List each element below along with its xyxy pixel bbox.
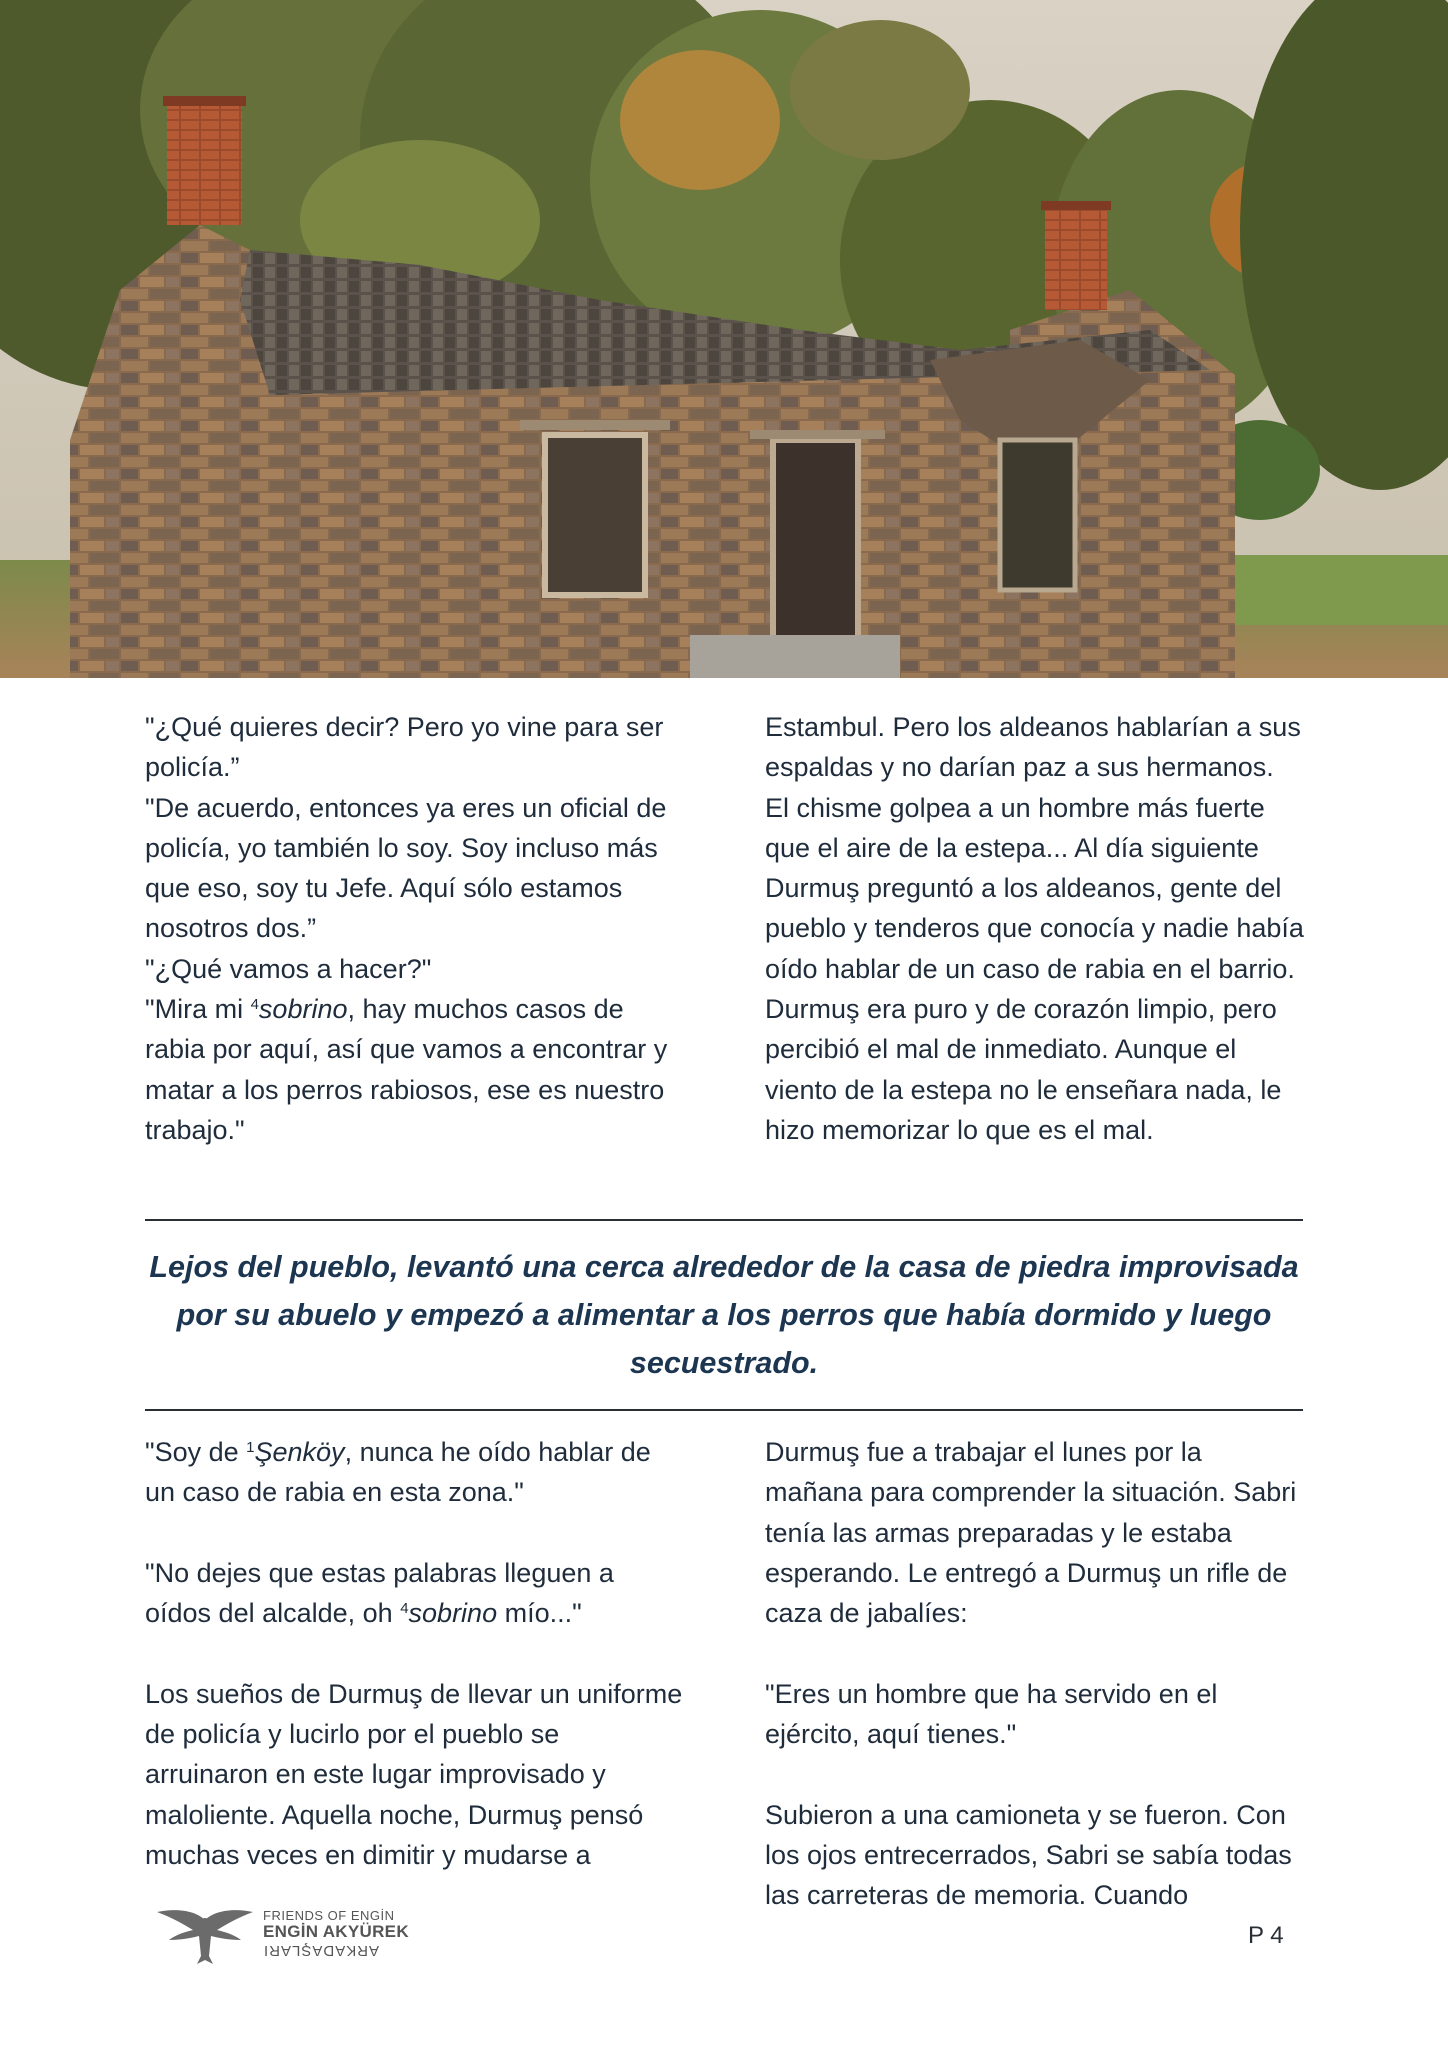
footnote-ref: 4 xyxy=(400,1600,409,1618)
story-column-left-bottom xyxy=(145,1432,685,1875)
pull-quote: Lejos del pueblo, levantó una cerca alrededor de la casa de piedra improvisada por su abuelo y empezó a alimentar a los perros que había dormido y luego secuestrado. xyxy=(149,1250,1299,1380)
logo-text xyxy=(263,1908,409,1959)
stone-cottage-image xyxy=(0,0,1448,678)
page-number: P 4 xyxy=(1248,1922,1284,1949)
divider-top xyxy=(145,1219,1303,1221)
dialogue-paragraph: "¿Qué quieres decir? Pero yo vine para ser policía.” xyxy=(145,712,664,783)
paragraph-gap xyxy=(145,1513,685,1553)
narrative-paragraph: Estambul. Pero los aldeanos hablarían a sus espaldas y no darían paz a sus hermanos. El chisme golpea a un hombre más fuerte que el aire de la estepa... Al día siguiente Durmuş preguntó a los aldeanos, gente del pueblo y tenderos que conocía y nadie había oído hablar de un caso de rabia en el barrio. Durmuş era puro y de corazón limpio, pero percibió el mal de inmediato. Aunque el viento de la estepa no le enseñara nada, le hizo memorizar lo que es el mal. xyxy=(765,712,1304,1145)
narrative-paragraph: Subieron a una camioneta y se fueron. Con los ojos entrecerrados, Sabri se sabía todas las carreteras de memoria. Cuando xyxy=(765,1799,1292,1911)
dialogue-paragraph: "Eres un hombre que ha servido en el ejército, aquí tienes." xyxy=(765,1678,1218,1750)
footnote-ref: 1 xyxy=(246,1439,255,1456)
paragraph-gap xyxy=(765,1633,1305,1673)
dialogue-paragraph: "De acuerdo, entonces ya eres un oficial de policía, yo también lo soy. Soy incluso más que eso, soy tu Jefe. Aquí sólo estamos nosotros dos.” xyxy=(145,792,667,944)
footnote-ref: 4 xyxy=(250,996,259,1014)
italic-term: Şenköy xyxy=(254,1437,345,1467)
logo-line3: ARKADAŞLARI xyxy=(263,1942,380,1959)
paragraph-gap xyxy=(145,1633,685,1673)
italic-term: sobrino xyxy=(408,1598,498,1629)
text-run: "Mira mi xyxy=(145,994,251,1025)
eagle-icon xyxy=(155,1900,255,1970)
text-run: "Soy de xyxy=(145,1437,247,1467)
dialogue-paragraph xyxy=(145,1553,685,1634)
text-run: "No dejes que estas palabras lleguen a oídos del alcalde, oh xyxy=(145,1557,614,1629)
dialogue-paragraph xyxy=(145,989,685,1150)
story-column-right-bottom xyxy=(765,1432,1305,1916)
dialogue-paragraph xyxy=(145,1432,685,1513)
logo-line2: ENGİN AKYÜREK xyxy=(263,1922,409,1941)
italic-term: sobrino xyxy=(258,994,348,1025)
hero-photo xyxy=(0,0,1448,678)
story-column-left-top xyxy=(145,707,685,1150)
narrative-paragraph: Durmuş fue a trabajar el lunes por la mañana para comprender la situación. Sabri tenía las armas preparadas y le estaba esperando. Le entregó a Durmuş un rifle de caza de jabalíes: xyxy=(765,1437,1297,1629)
text-run: , hay muchos casos de rabia por aquí, así que vamos a encontrar y matar a los perros rabiosos, ese es nuestro trabajo." xyxy=(145,994,668,1145)
text-run: , nunca he oído hablar de un caso de rabia en esta zona." xyxy=(145,1437,651,1508)
friends-of-engin-logo xyxy=(155,1900,435,1970)
logo-line1: FRIENDS OF ENGİN xyxy=(263,1908,395,1923)
narrative-paragraph: Los sueños de Durmuş de llevar un uniforme de policía y lucirlo por el pueblo se arruinaron en este lugar improvisado y maloliente. Aquella noche, Durmuş pensó muchas veces en dimitir y mudarse a xyxy=(145,1678,683,1870)
text-run: mío..." xyxy=(497,1598,582,1629)
dialogue-paragraph: "¿Qué vamos a hacer?" xyxy=(145,953,432,984)
story-column-right-top xyxy=(765,707,1305,1150)
paragraph-gap xyxy=(765,1754,1305,1794)
divider-bottom xyxy=(145,1409,1303,1411)
